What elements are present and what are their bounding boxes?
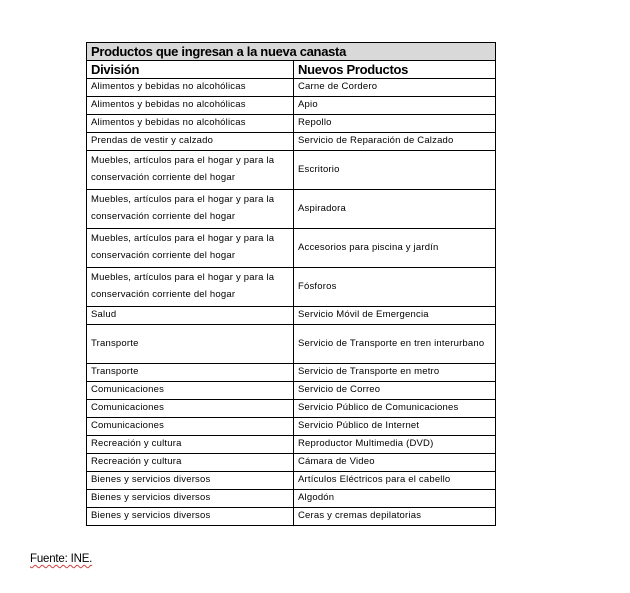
division-cell: Salud — [87, 307, 294, 325]
table-row — [87, 436, 496, 454]
division-cell: Alimentos y bebidas no alcohólicas — [87, 79, 294, 97]
division-cell: Alimentos y bebidas no alcohólicas — [87, 115, 294, 133]
product-cell: Cámara de Video — [294, 454, 496, 472]
table-row — [87, 190, 496, 229]
division-cell: Alimentos y bebidas no alcohólicas — [87, 97, 294, 115]
table-row — [87, 151, 496, 190]
division-cell: Bienes y servicios diversos — [87, 490, 294, 508]
table-row — [87, 400, 496, 418]
table-row — [87, 229, 496, 268]
product-cell: Servicio Público de Internet — [294, 418, 496, 436]
table-row — [87, 115, 496, 133]
product-cell: Aspiradora — [294, 190, 496, 229]
spreadsheet-area — [86, 42, 495, 526]
division-cell: Muebles, artículos para el hogar y para la conservación corriente del hogar — [87, 190, 294, 229]
product-cell: Artículos Eléctricos para el cabello — [294, 472, 496, 490]
table-row — [87, 472, 496, 490]
table-title-row — [87, 43, 496, 61]
table-header-row — [87, 61, 496, 79]
table-row — [87, 382, 496, 400]
division-cell: Bienes y servicios diversos — [87, 472, 294, 490]
division-cell: Muebles, artículos para el hogar y para la conservación corriente del hogar — [87, 268, 294, 307]
table-row — [87, 490, 496, 508]
product-cell: Servicio Móvil de Emergencia — [294, 307, 496, 325]
product-cell: Servicio de Transporte en tren interurbano — [294, 325, 496, 364]
division-cell: Comunicaciones — [87, 382, 294, 400]
division-cell: Recreación y cultura — [87, 436, 294, 454]
table-row — [87, 97, 496, 115]
division-cell: Comunicaciones — [87, 418, 294, 436]
table-row — [87, 508, 496, 526]
table-row — [87, 418, 496, 436]
table-row — [87, 79, 496, 97]
product-cell: Apio — [294, 97, 496, 115]
division-cell: Transporte — [87, 325, 294, 364]
division-cell: Recreación y cultura — [87, 454, 294, 472]
product-cell: Servicio de Reparación de Calzado — [294, 133, 496, 151]
division-cell: Bienes y servicios diversos — [87, 508, 294, 526]
header-products: Nuevos Productos — [294, 61, 496, 79]
table-row — [87, 307, 496, 325]
source-note: Fuente: INE. — [30, 553, 93, 565]
product-cell: Ceras y cremas depilatorias — [294, 508, 496, 526]
header-division: División — [87, 61, 294, 79]
table-row — [87, 268, 496, 307]
product-cell: Accesorios para piscina y jardín — [294, 229, 496, 268]
product-cell: Algodón — [294, 490, 496, 508]
table-row — [87, 325, 496, 364]
product-cell: Reproductor Multimedia (DVD) — [294, 436, 496, 454]
products-table — [86, 42, 496, 526]
product-cell: Repollo — [294, 115, 496, 133]
table-row — [87, 454, 496, 472]
product-cell: Carne de Cordero — [294, 79, 496, 97]
division-cell: Transporte — [87, 364, 294, 382]
product-cell: Escritorio — [294, 151, 496, 190]
division-cell: Muebles, artículos para el hogar y para la conservación corriente del hogar — [87, 151, 294, 190]
product-cell: Servicio de Transporte en metro — [294, 364, 496, 382]
division-cell: Prendas de vestir y calzado — [87, 133, 294, 151]
division-cell: Muebles, artículos para el hogar y para la conservación corriente del hogar — [87, 229, 294, 268]
product-cell: Servicio Público de Comunicaciones — [294, 400, 496, 418]
product-cell: Fósforos — [294, 268, 496, 307]
table-title: Productos que ingresan a la nueva canasta — [87, 43, 496, 61]
table-row — [87, 133, 496, 151]
product-cell: Servicio de Correo — [294, 382, 496, 400]
division-cell: Comunicaciones — [87, 400, 294, 418]
table-row — [87, 364, 496, 382]
